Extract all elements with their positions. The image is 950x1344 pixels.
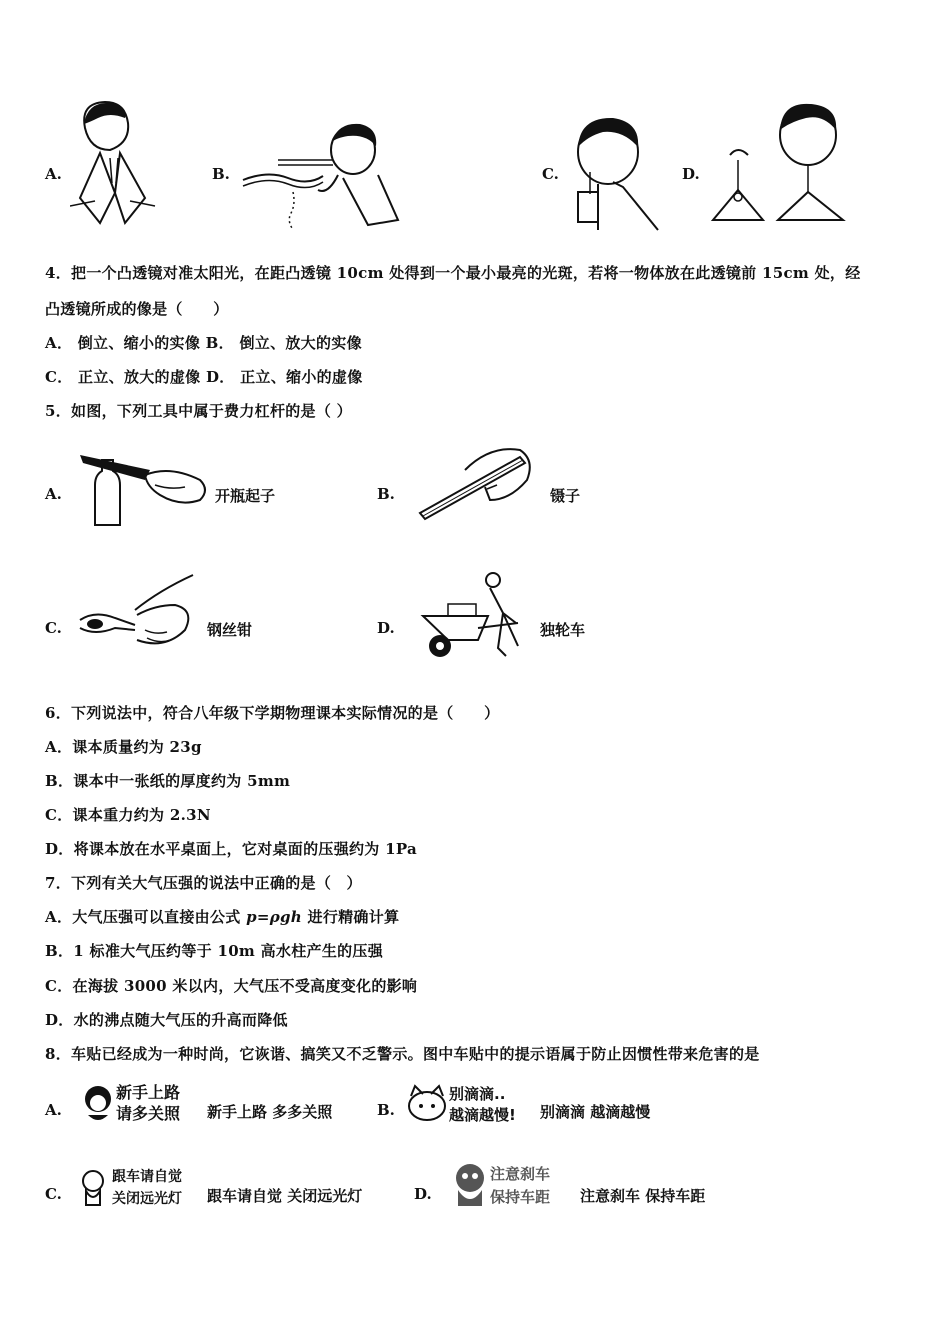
- q3-option-c-image: [568, 112, 663, 232]
- q7-option-a-formula: p=ρgh: [246, 908, 302, 926]
- q6-option-a: A．课本质量约为 23g: [45, 738, 202, 756]
- q8-option-a-caption: 新手上路 多多关照: [207, 1103, 333, 1121]
- q3-option-d-image: [708, 100, 858, 225]
- sticker-b-line-1: 别滴滴..: [449, 1085, 506, 1103]
- q5-option-d-caption: 独轮车: [540, 621, 586, 639]
- tweezers-image: [415, 445, 535, 523]
- q5-option-b-label: B.: [377, 485, 395, 503]
- q4-stem-line-2: 凸透镜所成的像是（ ）: [45, 300, 229, 318]
- q3-option-a-label: A.: [45, 165, 62, 183]
- sticker-a-line-2: 请多关照: [116, 1104, 181, 1123]
- q4-options-cd: C． 正立、放大的虚像 D． 正立、缩小的虚像: [45, 368, 363, 386]
- sticker-a-image: [82, 1077, 202, 1127]
- q3-option-b-label: B.: [212, 165, 230, 183]
- q8-option-d-label: D.: [414, 1185, 432, 1203]
- sticker-c-line-2: 关闭远光灯: [112, 1191, 182, 1207]
- q5-option-a-label: A.: [45, 485, 62, 503]
- q8-option-c-caption: 跟车请自觉 关闭远光灯: [207, 1187, 363, 1205]
- q5-option-c-caption: 钢丝钳: [207, 621, 253, 639]
- q7-option-b: B．1 标准大气压约等于 10m 高水柱产生的压强: [45, 942, 384, 960]
- q3-option-b-image: [238, 120, 403, 230]
- q3-option-a-image: [70, 98, 160, 238]
- q8-stem: 8．车贴已经成为一种时尚，它诙谐、搞笑又不乏警示。图中车贴中的提示语属于防止因惯性带来危害的是: [45, 1045, 760, 1063]
- q8-option-d-caption: 注意刹车 保持车距: [580, 1187, 706, 1205]
- sticker-a-line-1: 新手上路: [116, 1083, 181, 1102]
- q8-option-c-label: C.: [45, 1185, 62, 1203]
- q8-option-b-caption: 别滴滴 越滴越慢: [540, 1103, 651, 1121]
- q6-option-c: C．课本重力约为 2.3N: [45, 806, 211, 824]
- q7-option-a: [45, 906, 399, 927]
- q7-option-d: D．水的沸点随大气压的升高而降低: [45, 1011, 288, 1029]
- sticker-c-image: [78, 1163, 203, 1211]
- q7-option-c: C．在海拔 3000 米以内，大气压不受高度变化的影响: [45, 977, 418, 995]
- sticker-d-image: [452, 1160, 574, 1210]
- q6-stem: 6．下列说法中，符合八年级下学期物理课本实际情况的是（ ）: [45, 704, 500, 722]
- q8-option-a-label: A.: [45, 1101, 62, 1119]
- wire-pliers-image: [75, 570, 200, 660]
- sticker-d-line-2: 保持车距: [490, 1188, 551, 1206]
- sticker-d-line-1: 注意刹车: [490, 1165, 551, 1183]
- q4-stem-line-1: 4．把一个凸透镜对准太阳光，在距凸透镜 10cm 处得到一个最小最亮的光斑，若将一物体放在此透镜前 15cm 处，经: [45, 264, 861, 282]
- q5-stem: 5．如图，下列工具中属于费力杠杆的是（ ）: [45, 402, 352, 420]
- q3-option-c-label: C.: [542, 165, 559, 183]
- sticker-b-line-2: 越滴越慢!: [449, 1106, 516, 1124]
- q3-option-d-label: D.: [682, 165, 700, 183]
- q7-stem: 7．下列有关大气压强的说法中正确的是（ ）: [45, 874, 362, 892]
- q5-option-c-label: C.: [45, 619, 62, 637]
- bottle-opener-image: [75, 445, 215, 530]
- wheelbarrow-image: [418, 568, 538, 660]
- q5-option-a-caption: 开瓶起子: [215, 487, 276, 505]
- q8-option-b-label: B.: [377, 1101, 395, 1119]
- q6-option-b: B．课本中一张纸的厚度约为 5mm: [45, 772, 291, 790]
- q7-option-a-prefix: A．大气压强可以直接由公式: [45, 908, 247, 926]
- q7-option-a-suffix: 进行精确计算: [302, 908, 400, 926]
- q6-option-d: D．将课本放在水平桌面上，它对桌面的压强约为 1Pa: [45, 840, 418, 858]
- q5-option-b-caption: 镊子: [550, 487, 581, 505]
- sticker-b-image: [405, 1080, 540, 1126]
- q5-option-d-label: D.: [377, 619, 395, 637]
- q4-options-ab: A． 倒立、缩小的实像 B． 倒立、放大的实像: [45, 334, 362, 352]
- sticker-c-line-1: 跟车请自觉: [112, 1169, 182, 1185]
